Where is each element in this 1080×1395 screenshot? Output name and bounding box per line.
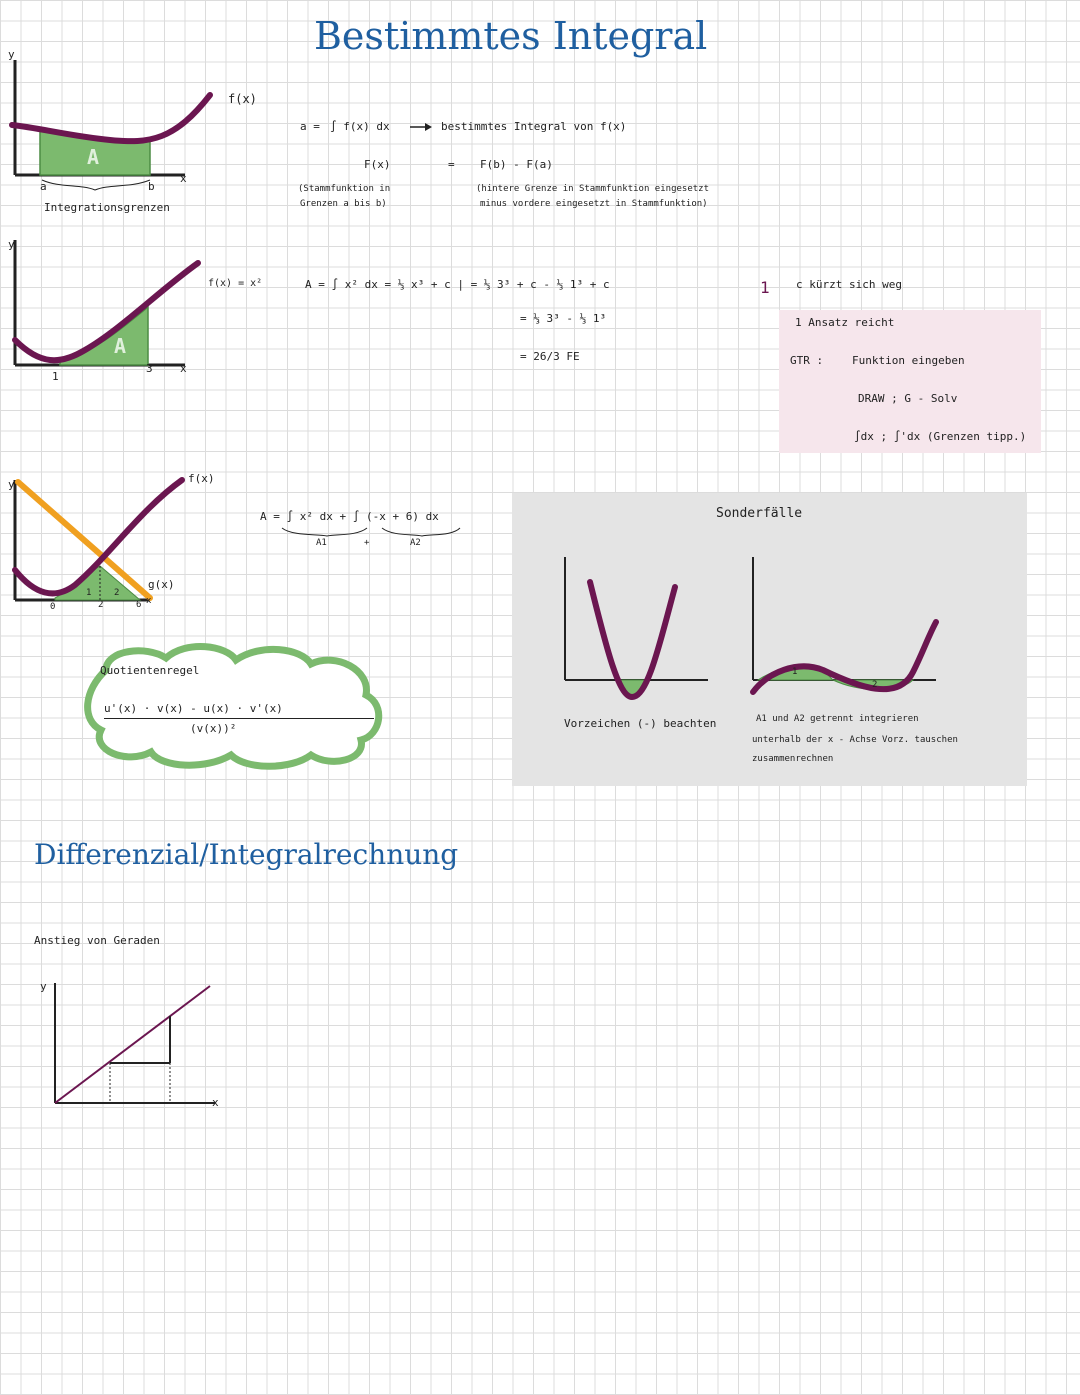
graph2-x-label: x xyxy=(180,362,187,375)
special-cases-title: Sonderfälle xyxy=(716,506,803,521)
graph3-fx-label: f(x) xyxy=(188,472,215,485)
graph2-fx-label: f(x) = x² xyxy=(208,278,263,289)
gtr-line-3: DRAW ; G - Solv xyxy=(858,392,958,405)
example2-a2: A2 xyxy=(410,538,421,548)
graph1-caption: Integrationsgrenzen xyxy=(44,201,170,214)
graph2-area-label: A xyxy=(114,334,127,358)
slope-y-label: y xyxy=(40,980,47,993)
quotient-rule-numerator: u'(x) · v(x) - u(x) · v'(x) xyxy=(104,702,283,715)
gtr-label: GTR : xyxy=(790,354,824,367)
graph1-x-label: x xyxy=(180,172,187,185)
gtr-line-1: 1 Ansatz reicht xyxy=(795,316,895,329)
special-case-area-1: 1 xyxy=(792,667,798,677)
example2-a1: A1 xyxy=(316,538,327,548)
example2-plus: + xyxy=(364,538,370,548)
graph1-area-label: A xyxy=(87,145,100,169)
slope-graph xyxy=(40,978,230,1118)
example-bracket: 1 xyxy=(760,278,770,297)
special-case-right-caption-2: unterhalb der x - Achse Vorz. tauschen xyxy=(752,735,958,745)
graph-area-between-bounds xyxy=(0,40,300,220)
page-title: Bestimmtes Integral xyxy=(314,14,708,58)
graph1-a-label: a xyxy=(40,180,47,193)
graph1-b-label: b xyxy=(148,180,155,193)
graph1-fx-label: f(x) xyxy=(228,92,257,106)
def-Fx: F(x) xyxy=(364,158,391,171)
graph3-area-2: 2 xyxy=(114,588,120,598)
arrow-icon xyxy=(410,122,434,132)
gtr-line-2: Funktion eingeben xyxy=(852,354,965,367)
slope-x-label: x xyxy=(212,1096,219,1109)
def-equals: = xyxy=(448,158,455,171)
graph3-area-1: 1 xyxy=(86,588,92,598)
example-c-note: c kürzt sich weg xyxy=(796,278,902,291)
slope-label: Anstieg von Geraden xyxy=(34,934,160,947)
def-description: bestimmtes Integral von f(x) xyxy=(441,120,627,133)
special-case-right-caption-3: zusammenrechnen xyxy=(752,754,834,764)
graph2-tick-1: 1 xyxy=(52,370,59,383)
section-title: Differenzial/Integralrechnung xyxy=(34,838,459,871)
graph3-x-label: x xyxy=(146,596,152,606)
special-case-left-caption: Vorzeichen (-) beachten xyxy=(564,717,717,730)
graph2-y-label: y xyxy=(8,238,15,251)
special-case-area-2: 2 xyxy=(872,680,878,690)
quotient-rule-fraction-bar xyxy=(104,718,374,719)
special-case-right-graph xyxy=(748,552,948,692)
def-integral: ∫ f(x) dx xyxy=(330,120,390,133)
graph3-y-label: y xyxy=(8,478,15,491)
graph2-tick-3: 3 xyxy=(146,362,153,375)
graph3-tick-2: 2 xyxy=(98,600,104,610)
graph3-tick-0: 0 xyxy=(50,602,56,612)
special-case-right-caption-1: A1 und A2 getrennt integrieren xyxy=(756,714,919,724)
gtr-line-4: ∫dx ; ∫'dx (Grenzen tipp.) xyxy=(854,430,1027,443)
quotient-rule-title: Quotientenregel xyxy=(100,664,200,677)
example2-brace xyxy=(282,526,462,538)
graph3-tick-6: 6 xyxy=(136,600,142,610)
def-Fb-minus-Fa: F(b) - F(a) xyxy=(480,158,553,171)
def-a-eq: a = xyxy=(300,120,320,133)
def-stamm-note-2: Grenzen a bis b) xyxy=(300,199,387,209)
example-line-3: = 26/3 FE xyxy=(520,350,580,363)
example-line-2: = ⅓ 3³ - ⅓ 1³ xyxy=(520,312,607,325)
def-stamm-note-1: (Stammfunktion in xyxy=(298,184,391,194)
special-case-left-graph xyxy=(560,552,720,692)
graph3-gx-label: g(x) xyxy=(148,578,175,591)
quotient-rule-denominator: (v(x))² xyxy=(190,722,237,735)
example2-formula: A = ∫ x² dx + ∫ (-x + 6) dx xyxy=(260,510,439,523)
graph1-y-label: y xyxy=(8,48,15,61)
def-hint-2: minus vordere eingesetzt in Stammfunktion) xyxy=(480,199,708,209)
def-hint-1: (hintere Grenze in Stammfunktion eingesetzt xyxy=(476,184,709,194)
example-line-1: A = ∫ x² dx = ⅓ x³ + c | = ⅓ 3³ + c - ⅓ 1³ + c xyxy=(305,278,610,291)
